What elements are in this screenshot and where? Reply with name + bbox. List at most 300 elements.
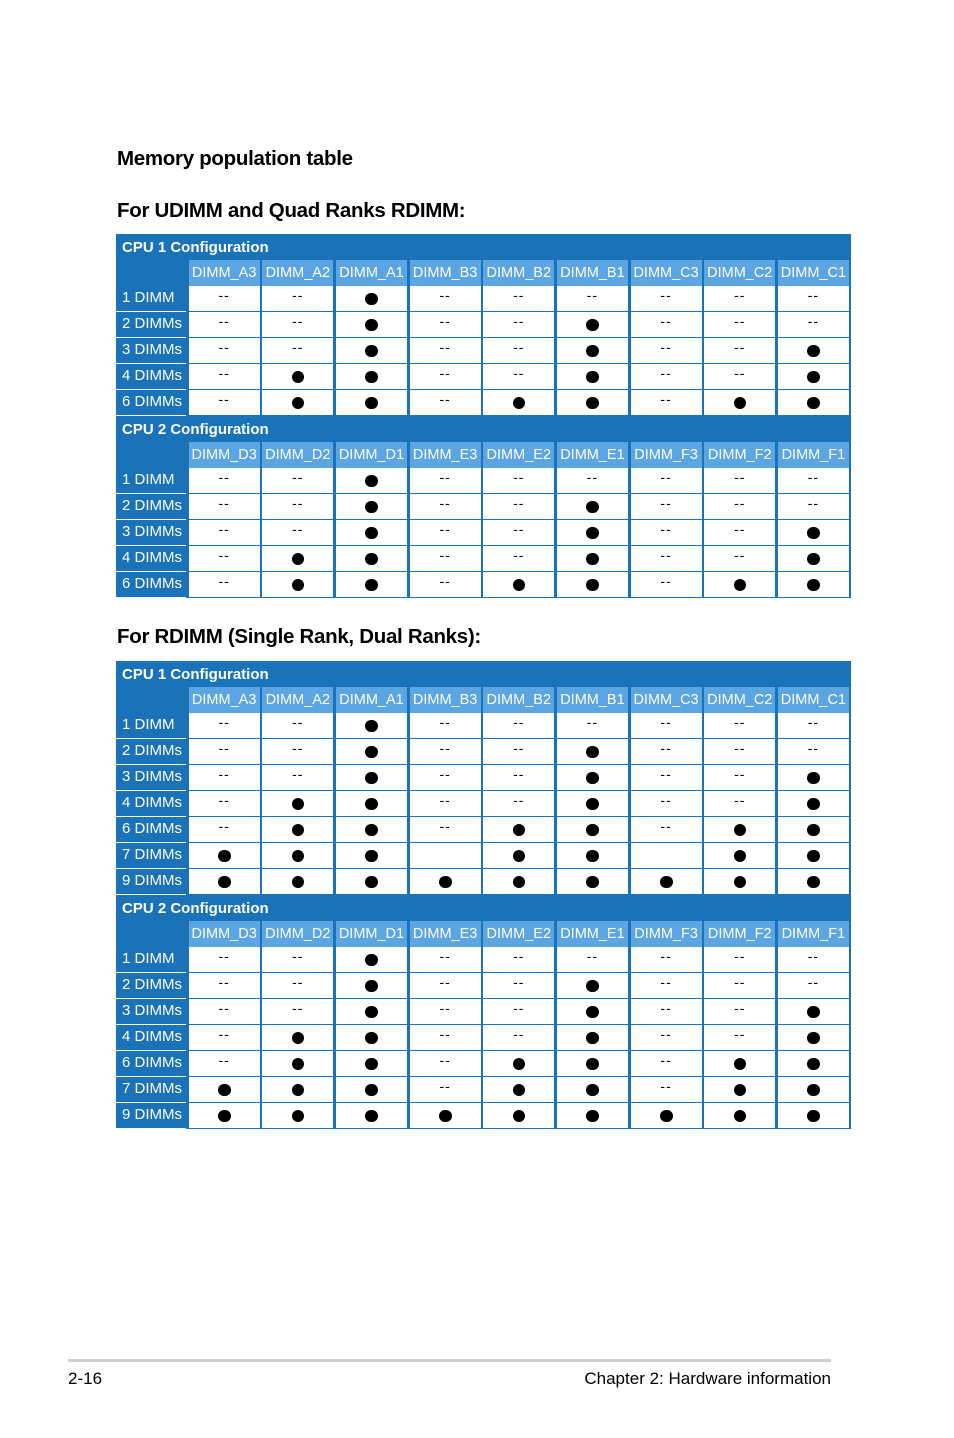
- empty-dash: --: [513, 714, 525, 730]
- table-cell: [778, 1025, 849, 1051]
- column-header: DIMM_D1: [336, 921, 407, 947]
- table-row: [116, 338, 851, 364]
- column-header: DIMM_E2: [483, 921, 554, 947]
- empty-dash: --: [734, 740, 746, 756]
- table-cell: [704, 286, 775, 312]
- column-header: DIMM_E1: [557, 921, 628, 947]
- table-cell: [557, 947, 628, 973]
- table-cell: [483, 520, 554, 546]
- column-header: DIMM_D1: [336, 442, 407, 468]
- installed-dot-icon: [365, 371, 378, 384]
- table-cell: [410, 843, 481, 869]
- table-cell: [483, 791, 554, 817]
- empty-dash: --: [439, 818, 451, 834]
- installed-dot-icon: [513, 579, 526, 592]
- table-cell: [557, 338, 628, 364]
- empty-dash: --: [734, 521, 746, 537]
- table-cell: [262, 572, 333, 598]
- table-cell: [778, 739, 849, 765]
- table-cell: [336, 947, 407, 973]
- cpu1-config-title: CPU 1 Configuration: [122, 239, 269, 256]
- empty-dash: --: [439, 313, 451, 329]
- table-cell: [262, 546, 333, 572]
- empty-dash: --: [218, 740, 230, 756]
- empty-dash: --: [218, 1000, 230, 1016]
- table-cell: [778, 546, 849, 572]
- column-header: DIMM_C3: [631, 260, 702, 286]
- empty-dash: --: [807, 287, 820, 303]
- table-cell: [483, 869, 554, 895]
- table-cell: [189, 364, 260, 390]
- table-cell: [631, 1051, 702, 1077]
- table-cell: [410, 338, 481, 364]
- installed-dot-icon: [734, 1058, 747, 1071]
- empty-dash: --: [218, 391, 230, 407]
- installed-dot-icon: [513, 1084, 526, 1097]
- empty-dash: --: [660, 1078, 672, 1094]
- column-header: DIMM_E2: [483, 442, 554, 468]
- empty-dash: --: [807, 948, 820, 964]
- installed-dot-icon: [734, 824, 747, 837]
- table-row: [116, 364, 851, 390]
- empty-dash: --: [734, 547, 746, 563]
- empty-dash: --: [218, 287, 230, 303]
- table-cell: [704, 947, 775, 973]
- table-cell: [410, 390, 481, 416]
- table-cell: [410, 468, 481, 494]
- column-header: DIMM_E3: [410, 442, 481, 468]
- table-cell: [410, 572, 481, 598]
- table-cell: [410, 546, 481, 572]
- table-cell: [704, 494, 775, 520]
- installed-dot-icon: [807, 527, 820, 540]
- installed-dot-icon: [734, 1084, 747, 1097]
- installed-dot-icon: [365, 1084, 378, 1097]
- table-cell: [557, 286, 628, 312]
- empty-dash: --: [218, 365, 230, 381]
- table-cell: [557, 572, 628, 598]
- empty-dash: --: [439, 1000, 451, 1016]
- table-cell: [262, 364, 333, 390]
- table-cell: [483, 817, 554, 843]
- column-header: DIMM_A3: [189, 260, 260, 286]
- table-cell: [262, 1051, 333, 1077]
- installed-dot-icon: [365, 293, 378, 306]
- table-cell: [631, 869, 702, 895]
- table-cell: [557, 765, 628, 791]
- installed-dot-icon: [586, 824, 599, 837]
- table-row: [116, 572, 851, 598]
- table-cell: [704, 791, 775, 817]
- table-row: [116, 973, 851, 999]
- table-cell: [778, 713, 849, 739]
- table-cell: [189, 1077, 260, 1103]
- table-cell: [778, 286, 849, 312]
- installed-dot-icon: [807, 850, 820, 863]
- table-cell: [557, 390, 628, 416]
- row-label: 4 DIMMs: [116, 1025, 186, 1051]
- row-label: 1 DIMM: [116, 713, 186, 739]
- table-cell: [483, 713, 554, 739]
- table-cell: [336, 1051, 407, 1077]
- column-header: DIMM_B3: [410, 260, 481, 286]
- row-label: 2 DIMMs: [116, 739, 186, 765]
- table-cell: [483, 1025, 554, 1051]
- table-cell: [631, 843, 702, 869]
- column-header: DIMM_D2: [262, 442, 333, 468]
- table-cell: [336, 468, 407, 494]
- table-cell: [631, 312, 702, 338]
- installed-dot-icon: [586, 1006, 599, 1019]
- installed-dot-icon: [513, 1058, 526, 1071]
- empty-dash: --: [586, 287, 599, 303]
- installed-dot-icon: [586, 850, 599, 863]
- empty-dash: --: [292, 1000, 304, 1016]
- table-cell: [483, 1103, 554, 1129]
- table-cell: [410, 713, 481, 739]
- table-row: [116, 1077, 851, 1103]
- table-cell: [336, 390, 407, 416]
- table-cell: [189, 1103, 260, 1129]
- table-cell: [704, 364, 775, 390]
- installed-dot-icon: [807, 345, 820, 358]
- row-label: 3 DIMMs: [116, 520, 186, 546]
- row-label: 7 DIMMs: [116, 843, 186, 869]
- row-label: 2 DIMMs: [116, 973, 186, 999]
- installed-dot-icon: [734, 876, 747, 889]
- column-header: DIMM_F1: [778, 921, 849, 947]
- installed-dot-icon: [807, 1084, 820, 1097]
- table-row: [116, 390, 851, 416]
- table-cell: [336, 494, 407, 520]
- table-cell: [189, 869, 260, 895]
- empty-dash: --: [439, 547, 451, 563]
- table-cell: [778, 338, 849, 364]
- empty-dash: --: [513, 974, 525, 990]
- table-cell: [557, 1077, 628, 1103]
- table-cell: [410, 999, 481, 1025]
- installed-dot-icon: [660, 1110, 673, 1123]
- empty-dash: --: [218, 339, 230, 355]
- table-row: [116, 494, 851, 520]
- table-cell: [483, 338, 554, 364]
- column-header: DIMM_C3: [631, 687, 702, 713]
- table-cell: [189, 973, 260, 999]
- installed-dot-icon: [365, 1058, 378, 1071]
- table-cell: [189, 390, 260, 416]
- installed-dot-icon: [586, 772, 599, 785]
- installed-dot-icon: [586, 527, 599, 540]
- installed-dot-icon: [365, 720, 378, 733]
- table-cell: [336, 1025, 407, 1051]
- column-header: DIMM_A2: [262, 260, 333, 286]
- table-cell: [189, 843, 260, 869]
- column-header-row: [116, 687, 851, 713]
- empty-dash: --: [513, 339, 525, 355]
- table-cell: [262, 338, 333, 364]
- empty-dash: --: [513, 792, 525, 808]
- table-cell: [557, 713, 628, 739]
- udimm-heading: For UDIMM and Quad Ranks RDIMM:: [117, 199, 466, 222]
- installed-dot-icon: [365, 1110, 378, 1123]
- table-cell: [410, 1025, 481, 1051]
- installed-dot-icon: [586, 1058, 599, 1071]
- table-cell: [262, 713, 333, 739]
- column-header: DIMM_C1: [778, 260, 849, 286]
- installed-dot-icon: [734, 579, 747, 592]
- table-cell: [483, 947, 554, 973]
- table-row: [116, 947, 851, 973]
- installed-dot-icon: [734, 850, 747, 863]
- cpu2-config-title: CPU 2 Configuration: [122, 900, 269, 917]
- column-header: DIMM_C2: [704, 687, 775, 713]
- empty-dash: --: [734, 495, 746, 511]
- row-label: 3 DIMMs: [116, 765, 186, 791]
- empty-dash: --: [660, 974, 672, 990]
- empty-dash: --: [660, 339, 672, 355]
- installed-dot-icon: [365, 1032, 378, 1045]
- column-header: DIMM_A3: [189, 687, 260, 713]
- table-cell: [557, 364, 628, 390]
- table-cell: [262, 494, 333, 520]
- table-cell: [631, 999, 702, 1025]
- table-cell: [557, 312, 628, 338]
- table-row: [116, 546, 851, 572]
- installed-dot-icon: [807, 1032, 820, 1045]
- table-cell: [262, 1103, 333, 1129]
- table-cell: [336, 1077, 407, 1103]
- installed-dot-icon: [292, 850, 305, 863]
- empty-dash: --: [513, 365, 525, 381]
- table-cell: [189, 546, 260, 572]
- cpu2-config-title: CPU 2 Configuration: [122, 421, 269, 438]
- empty-dash: --: [439, 714, 451, 730]
- table-cell: [410, 1077, 481, 1103]
- table-cell: [189, 494, 260, 520]
- installed-dot-icon: [292, 798, 305, 811]
- installed-dot-icon: [365, 345, 378, 358]
- table-cell: [336, 973, 407, 999]
- table-cell: [557, 494, 628, 520]
- empty-dash: --: [660, 469, 672, 485]
- installed-dot-icon: [807, 371, 820, 384]
- installed-dot-icon: [218, 850, 231, 863]
- installed-dot-icon: [365, 501, 378, 514]
- table-cell: [336, 364, 407, 390]
- row-label: 1 DIMM: [116, 468, 186, 494]
- table-cell: [262, 739, 333, 765]
- table-cell: [189, 947, 260, 973]
- installed-dot-icon: [218, 1084, 231, 1097]
- rdimm-population-table: [116, 661, 851, 1129]
- table-cell: [410, 364, 481, 390]
- table-cell: [557, 1051, 628, 1077]
- empty-dash: --: [292, 974, 304, 990]
- installed-dot-icon: [365, 876, 378, 889]
- table-cell: [483, 572, 554, 598]
- empty-dash: --: [513, 547, 525, 563]
- page-title: Memory population table: [117, 147, 353, 170]
- table-cell: [483, 494, 554, 520]
- empty-dash: --: [513, 313, 525, 329]
- column-header: DIMM_A2: [262, 687, 333, 713]
- empty-dash: --: [807, 714, 820, 730]
- installed-dot-icon: [365, 746, 378, 759]
- table-cell: [631, 1077, 702, 1103]
- table-cell: [557, 869, 628, 895]
- empty-dash: --: [292, 740, 304, 756]
- table-cell: [262, 390, 333, 416]
- table-cell: [631, 468, 702, 494]
- empty-dash: --: [734, 766, 746, 782]
- table-cell: [631, 520, 702, 546]
- column-header: DIMM_C2: [704, 260, 775, 286]
- table-row: [116, 286, 851, 312]
- installed-dot-icon: [218, 1110, 231, 1123]
- table-cell: [336, 338, 407, 364]
- column-header: DIMM_A1: [336, 260, 407, 286]
- installed-dot-icon: [292, 1032, 305, 1045]
- table-cell: [336, 739, 407, 765]
- table-cell: [189, 338, 260, 364]
- table-cell: [336, 791, 407, 817]
- table-cell: [410, 973, 481, 999]
- table-cell: [410, 869, 481, 895]
- empty-dash: --: [439, 469, 451, 485]
- row-label: 1 DIMM: [116, 286, 186, 312]
- empty-dash: --: [218, 521, 230, 537]
- table-cell: [483, 999, 554, 1025]
- table-cell: [557, 843, 628, 869]
- table-cell: [410, 817, 481, 843]
- table-cell: [483, 468, 554, 494]
- table-cell: [262, 869, 333, 895]
- empty-dash: --: [586, 469, 599, 485]
- table-row: [116, 1051, 851, 1077]
- table-cell: [778, 817, 849, 843]
- row-label: 6 DIMMs: [116, 817, 186, 843]
- column-header: DIMM_E3: [410, 921, 481, 947]
- empty-dash: --: [660, 1000, 672, 1016]
- installed-dot-icon: [365, 527, 378, 540]
- installed-dot-icon: [586, 1084, 599, 1097]
- empty-dash: --: [439, 948, 451, 964]
- table-cell: [262, 973, 333, 999]
- table-cell: [410, 1103, 481, 1129]
- row-label: 4 DIMMs: [116, 364, 186, 390]
- table-cell: [189, 1051, 260, 1077]
- installed-dot-icon: [586, 397, 599, 410]
- table-row: [116, 468, 851, 494]
- installed-dot-icon: [586, 746, 599, 759]
- table-cell: [189, 713, 260, 739]
- installed-dot-icon: [365, 824, 378, 837]
- page-number: 2-16: [68, 1369, 103, 1388]
- empty-dash: --: [218, 714, 230, 730]
- table-cell: [631, 1103, 702, 1129]
- table-cell: [189, 468, 260, 494]
- installed-dot-icon: [218, 876, 231, 889]
- table-cell: [410, 1051, 481, 1077]
- table-cell: [704, 1051, 775, 1077]
- empty-dash: --: [218, 1026, 230, 1042]
- table-cell: [483, 843, 554, 869]
- table-cell: [631, 494, 702, 520]
- empty-dash: --: [660, 766, 672, 782]
- table-cell: [483, 390, 554, 416]
- installed-dot-icon: [513, 1110, 526, 1123]
- installed-dot-icon: [365, 772, 378, 785]
- empty-dash: --: [660, 365, 672, 381]
- cpu1-config-title: CPU 1 Configuration: [122, 666, 269, 683]
- table-row: [116, 520, 851, 546]
- empty-dash: --: [734, 469, 746, 485]
- table-cell: [778, 468, 849, 494]
- row-label: 6 DIMMs: [116, 390, 186, 416]
- empty-dash: --: [734, 1026, 746, 1042]
- installed-dot-icon: [292, 579, 305, 592]
- udimm-population-table: [116, 234, 851, 598]
- rdimm-heading: For RDIMM (Single Rank, Dual Ranks):: [117, 625, 481, 648]
- column-header: DIMM_B2: [483, 687, 554, 713]
- installed-dot-icon: [734, 397, 747, 410]
- installed-dot-icon: [807, 1006, 820, 1019]
- table-cell: [262, 1077, 333, 1103]
- table-row: [116, 713, 851, 739]
- table-cell: [704, 1077, 775, 1103]
- column-header: DIMM_B1: [557, 260, 628, 286]
- column-header-row: [116, 442, 851, 468]
- table-cell: [704, 999, 775, 1025]
- installed-dot-icon: [807, 824, 820, 837]
- installed-dot-icon: [807, 1110, 820, 1123]
- table-cell: [336, 572, 407, 598]
- empty-dash: --: [439, 365, 451, 381]
- table-cell: [262, 947, 333, 973]
- column-header: DIMM_D3: [189, 921, 260, 947]
- table-cell: [189, 1025, 260, 1051]
- installed-dot-icon: [513, 397, 526, 410]
- table-cell: [778, 312, 849, 338]
- installed-dot-icon: [586, 501, 599, 514]
- empty-dash: --: [439, 974, 451, 990]
- table-cell: [262, 468, 333, 494]
- empty-dash: --: [807, 495, 820, 511]
- table-cell: [483, 1077, 554, 1103]
- table-cell: [410, 739, 481, 765]
- table-cell: [704, 546, 775, 572]
- empty-dash: --: [513, 469, 525, 485]
- table-cell: [410, 765, 481, 791]
- empty-dash: --: [439, 1026, 451, 1042]
- table-cell: [189, 765, 260, 791]
- table-cell: [189, 817, 260, 843]
- installed-dot-icon: [292, 553, 305, 566]
- empty-dash: --: [734, 714, 746, 730]
- empty-dash: --: [439, 792, 451, 808]
- table-cell: [189, 572, 260, 598]
- empty-dash: --: [660, 391, 672, 407]
- column-header: DIMM_F1: [778, 442, 849, 468]
- empty-dash: --: [660, 714, 672, 730]
- installed-dot-icon: [807, 876, 820, 889]
- table-cell: [778, 1103, 849, 1129]
- table-cell: [336, 843, 407, 869]
- installed-dot-icon: [807, 798, 820, 811]
- row-label: 3 DIMMs: [116, 338, 186, 364]
- table-cell: [336, 286, 407, 312]
- empty-dash: --: [439, 339, 451, 355]
